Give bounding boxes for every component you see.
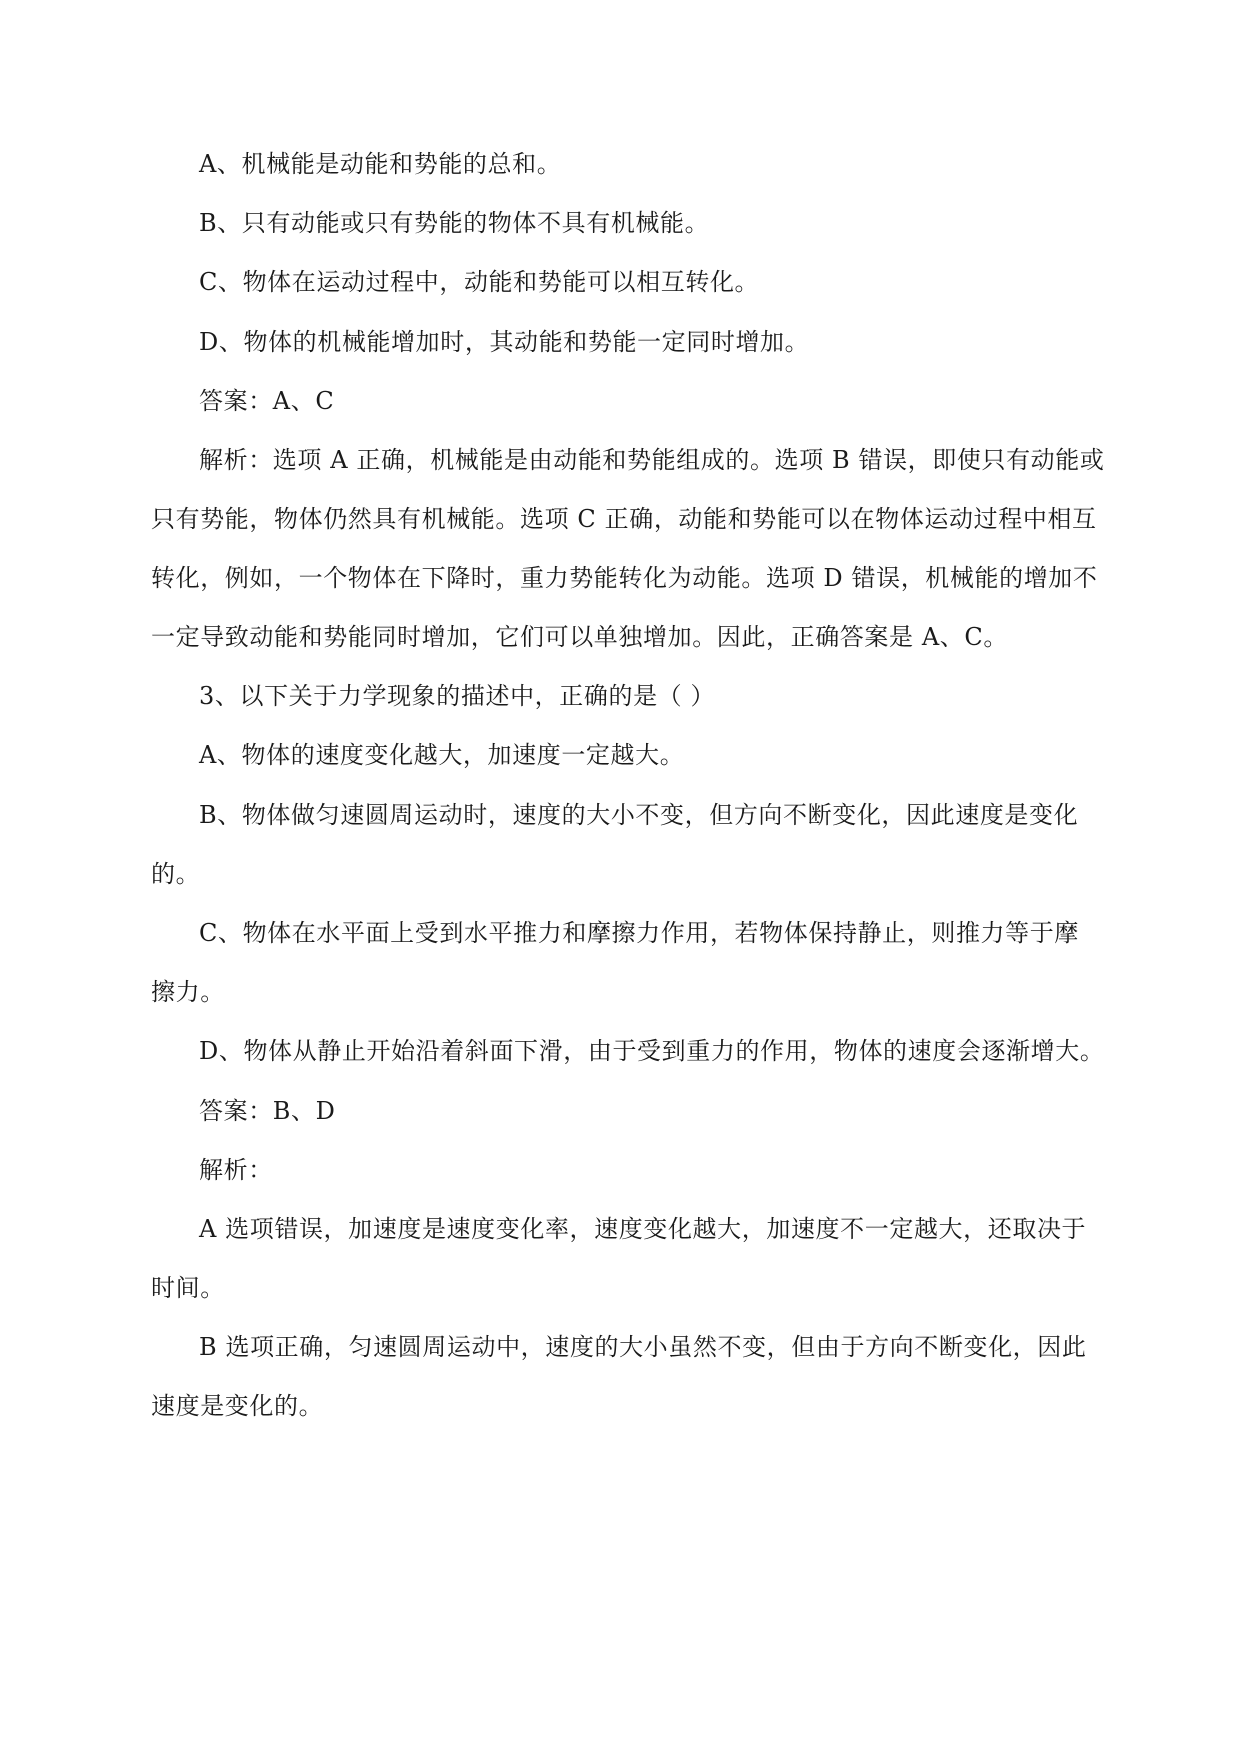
analysis-heading: 解析：	[199, 1156, 273, 1184]
option-c-text: C、物体在水平面上受到水平推力和摩擦力作用，若物体保持静止，则推力等于摩	[199, 919, 1079, 947]
option-c-text: C、物体在运动过程中，动能和势能可以相互转化。	[199, 268, 760, 296]
option-b-text: 的。	[151, 860, 201, 888]
answer-text: 答案：A、C	[199, 387, 335, 415]
option-a-text: A、物体的速度变化越大，加速度一定越大。	[199, 741, 685, 769]
option-c-text: 擦力。	[151, 978, 225, 1006]
analysis-line: A 选项错误，加速度是速度变化率，速度变化越大，加速度不一定越大，还取决于	[199, 1215, 1087, 1243]
analysis-line: 速度是变化的。	[151, 1392, 324, 1420]
answer-text: 答案：B、D	[199, 1097, 336, 1125]
option-a-text: A、机械能是动能和势能的总和。	[199, 150, 562, 178]
analysis-line: 时间。	[151, 1274, 225, 1302]
option-b-text: B、物体做匀速圆周运动时，速度的大小不变，但方向不断变化，因此速度是变化	[199, 801, 1079, 829]
analysis-line: 解析：选项 A 正确，机械能是由动能和势能组成的。选项 B 错误，即使只有动能或	[199, 446, 1105, 474]
analysis-line: 只有势能，物体仍然具有机械能。选项 C 正确，动能和势能可以在物体运动过程中相互	[151, 505, 1097, 533]
question-3-text: 3、以下关于力学现象的描述中，正确的是（ ）	[199, 682, 716, 710]
analysis-line: 一定导致动能和势能同时增加，它们可以单独增加。因此，正确答案是 A、C。	[151, 623, 1008, 651]
analysis-line: B 选项正确，匀速圆周运动中，速度的大小虽然不变，但由于方向不断变化，因此	[199, 1333, 1087, 1361]
analysis-line: 转化，例如，一个物体在下降时，重力势能转化为动能。选项 D 错误，机械能的增加不	[151, 564, 1098, 592]
option-b-text: B、只有动能或只有势能的物体不具有机械能。	[199, 209, 710, 237]
option-d-text: D、物体的机械能增加时，其动能和势能一定同时增加。	[199, 328, 810, 356]
option-d-text: D、物体从静止开始沿着斜面下滑，由于受到重力的作用，物体的速度会逐渐增大。	[199, 1037, 1105, 1065]
